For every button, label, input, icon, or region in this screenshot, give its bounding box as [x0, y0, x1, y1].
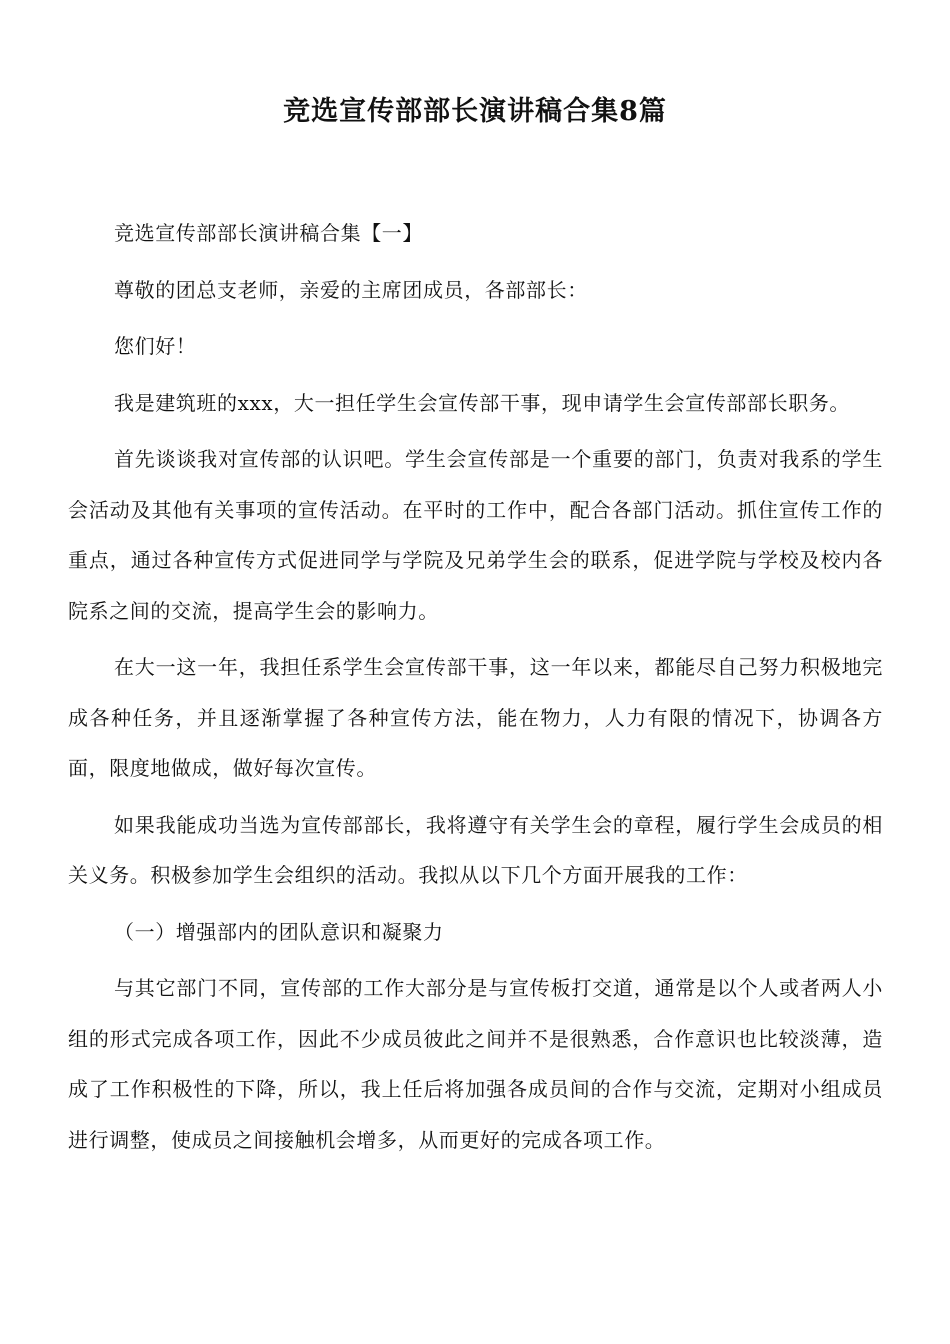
paragraph-plan: 如果我能成功当选为宣传部部长，我将遵守有关学生会的章程，履行学生会成员的相关义务。积极参加学生会组织的活动。我拟从以下几个方面开展我的工作： [68, 812, 883, 887]
paragraph-teamwork: 与其它部门不同，宣传部的工作大部分是与宣传板打交道，通常是以个人或者两人小组的形式完成各项工作，因此不少成员彼此之间并不是很熟悉，合作意识也比较淡薄，造成了工作积极性的下降，所以，我上任后将加强各成员间的合作与交流，定期对小组成员进行调整，使成员之间接触机会增多，从而更好的完成各项工作。 [68, 976, 883, 1152]
subheading-teamwork: （一）增强部内的团队意识和凝聚力 [114, 919, 444, 944]
salutation: 尊敬的团总支老师，亲爱的主席团成员，各部部长： [114, 277, 588, 302]
paragraph-experience: 在大一这一年，我担任系学生会宣传部干事，这一年以来，都能尽自己努力积极地完成各种任务，并且逐渐掌握了各种宣传方法，能在物力，人力有限的情况下，协调各方面，限度地做成，做好每次宣传。 [68, 655, 883, 780]
paragraph-understanding: 首先谈谈我对宣传部的认识吧。学生会宣传部是一个重要的部门，负责对我系的学生会活动及其他有关事项的宣传活动。在平时的工作中，配合各部门活动。抓住宣传工作的重点，通过各种宣传方式促进同学与学院及兄弟学生会的联系，促进学院与学校及校内各院系之间的交流，提高学生会的影响力。 [68, 447, 883, 623]
greeting: 您们好！ [114, 334, 197, 358]
section-heading: 竞选宣传部部长演讲稿合集【一】 [114, 221, 423, 245]
document-title: 竞选宣传部部长演讲稿合集8篇 [283, 96, 667, 127]
document-body [68, 208, 883, 1171]
paragraph-intro: 我是建筑班的xxx，大一担任学生会宣传部干事，现申请学生会宣传部部长职务。 [114, 390, 851, 415]
